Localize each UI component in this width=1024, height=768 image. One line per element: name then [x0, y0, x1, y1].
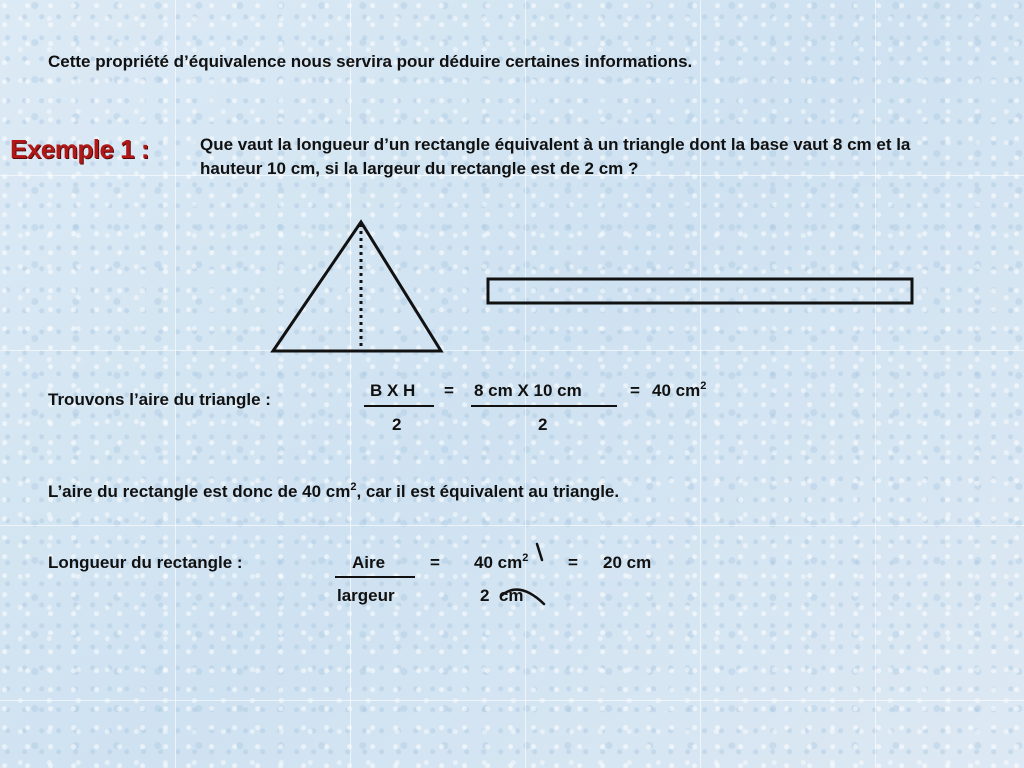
fraction-bar — [471, 405, 617, 407]
cancel-stroke-exponent — [537, 544, 542, 560]
area-word: Aire — [352, 553, 386, 572]
triangle-figure — [268, 218, 448, 356]
background-seam — [175, 0, 176, 768]
background-seam — [350, 0, 351, 768]
formula-denominator: 2 — [392, 415, 402, 434]
formula-numerator: B X H — [370, 381, 416, 400]
background-seam — [0, 350, 1024, 351]
triangle-shape — [273, 222, 441, 351]
width-word: largeur — [337, 586, 395, 605]
rectangle-shape — [488, 279, 912, 303]
conclusion-text: L’aire du rectangle est donc de 40 $cm^2$, car il est équivalent au triangle. — [48, 481, 620, 501]
triangle-area-label: Trouvons l’aire du triangle : — [48, 390, 271, 409]
triangle-area-result: 40 $cm^2$ — [652, 380, 707, 400]
area-value: 40 $cm^2$ — [474, 552, 529, 572]
equals-sign: = — [430, 553, 440, 572]
rect-length-result: 20 cm — [603, 553, 652, 572]
fraction-bar — [335, 576, 415, 578]
background-seam — [0, 700, 1024, 701]
equals-sign: = — [444, 381, 454, 400]
fraction-bar — [364, 405, 434, 407]
example-heading: Exemple 1 : — [10, 134, 150, 164]
cancel-stroke-unit — [501, 590, 544, 604]
equals-sign: = — [568, 553, 578, 572]
rect-length-label: Longueur du rectangle : — [48, 553, 243, 572]
intro-text: Cette propriété d’équivalence nous servira pour déduire certaines informations. — [48, 52, 693, 71]
background-seam — [875, 0, 876, 768]
cancel-strokes — [495, 540, 555, 610]
width-value: 2 cm — [480, 586, 524, 605]
values-denominator: 2 — [538, 415, 548, 434]
equals-sign: = — [630, 381, 640, 400]
rectangle-figure — [486, 276, 916, 308]
example-question: Que vaut la longueur d’un rectangle équivalent à un triangle dont la base vaut 8 cm et la hauteur 10 cm, si la largeur du rectangle est de 2 cm ? — [200, 135, 911, 178]
values-numerator: 8 cm X 10 cm — [474, 381, 582, 400]
background-seam — [0, 525, 1024, 526]
